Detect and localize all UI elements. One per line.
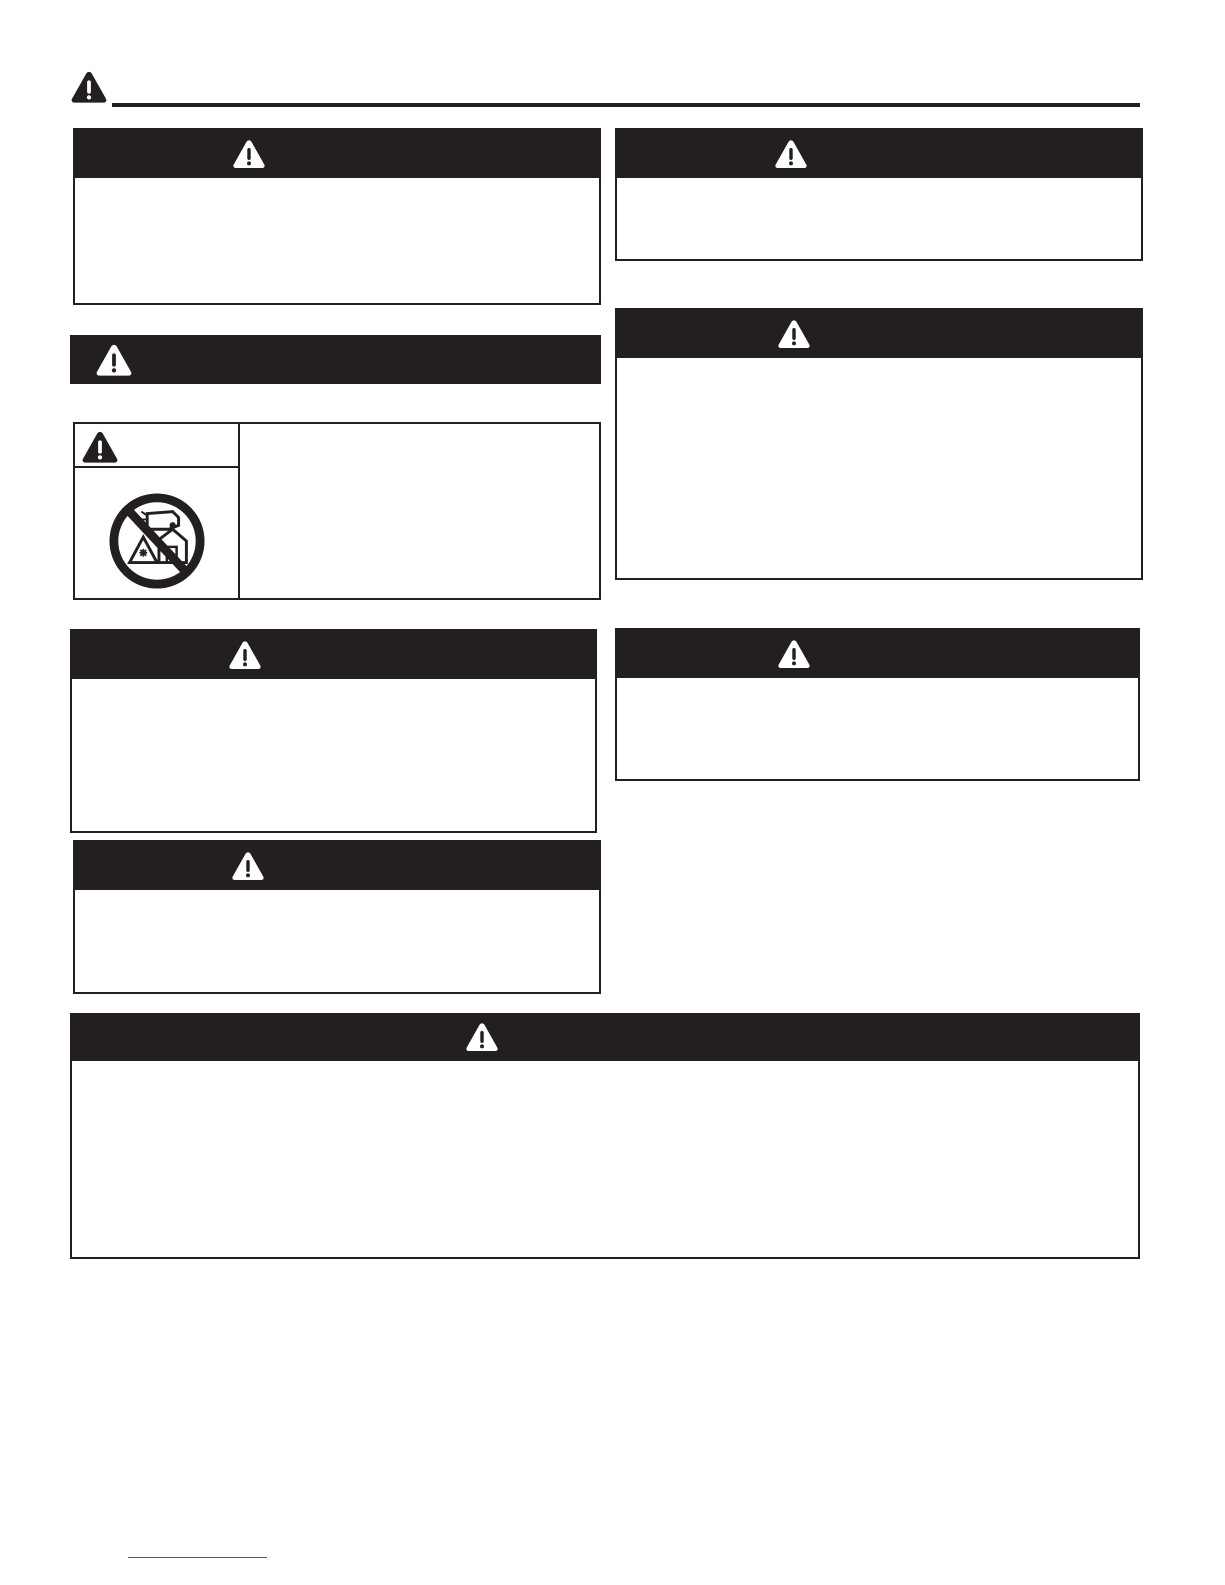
warning-triangle-icon	[228, 639, 262, 671]
warning-panel-header	[75, 842, 599, 890]
warning-triangle-icon	[465, 1021, 499, 1053]
section-heading-rule	[112, 103, 1140, 107]
warning-panel-header	[617, 130, 1141, 178]
warning-triangle-icon	[95, 343, 133, 377]
warning-panel-left-1	[73, 128, 601, 305]
section-warning-icon	[70, 70, 108, 104]
warning-triangle-icon	[774, 138, 808, 170]
warning-triangle-icon	[777, 318, 811, 350]
warning-panel-right-1	[615, 128, 1143, 261]
warning-panel-header	[617, 310, 1141, 358]
warning-panel-bottom-wide	[70, 1013, 1140, 1259]
warning-panel-left-3	[73, 422, 601, 600]
warning-panel-left-5	[73, 840, 601, 994]
warning-panel-header	[617, 630, 1138, 678]
pictogram-column	[75, 424, 240, 598]
warning-panel-left-4	[70, 629, 597, 833]
warning-panel-right-3	[615, 628, 1140, 781]
warning-panel-header	[75, 130, 599, 178]
pictogram-divider	[75, 466, 238, 468]
warning-panel-header	[72, 631, 595, 679]
warning-triangle-icon	[777, 638, 811, 670]
warning-banner-left-2	[70, 335, 601, 384]
warning-triangle-icon	[231, 850, 265, 882]
warning-triangle-icon	[81, 430, 119, 464]
warning-panel-right-2	[615, 308, 1143, 580]
footer-link-underline[interactable]	[128, 1557, 267, 1558]
no-indoor-use-prohibition-icon	[108, 492, 206, 590]
warning-panel-header	[72, 1015, 1138, 1061]
warning-triangle-icon	[232, 138, 266, 170]
